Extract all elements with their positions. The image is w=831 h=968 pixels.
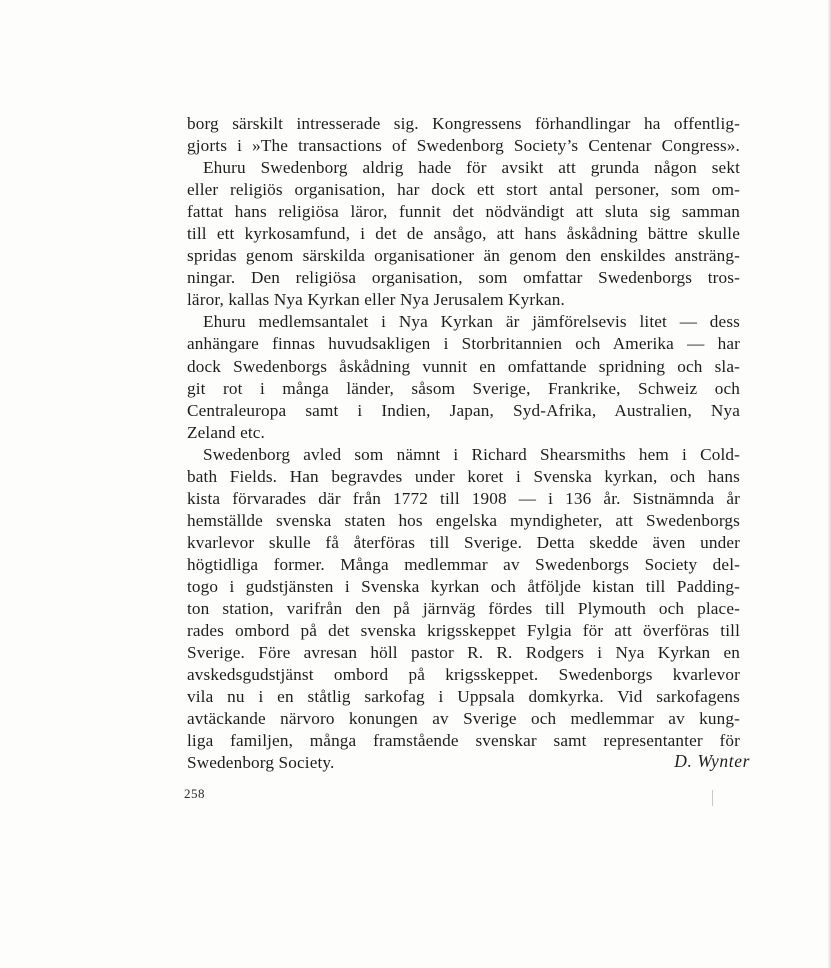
text-line: gjorts i »The transactions of Swedenborg Society’s Centenar Congress». [187,136,740,156]
text-line: Centraleuropa samt i Indien, Japan, Syd-Afrika, Australien, Nya [187,400,740,420]
text-line: rades ombord på det svenska krigsskeppet Fylgia för att överföras till [187,621,740,641]
text-line: liga familjen, många framstående svenskar samt representanter för [187,731,740,751]
text-line: högtidliga former. Många medlemmar av Swedenborgs Society del- [187,554,740,574]
text-line: git rot i många länder, såsom Sverige, Frankrike, Schweiz och [187,378,740,398]
text-line: dock Swedenborgs åskådning vunnit en omfattande spridning och sla- [187,356,740,376]
text-line: avtäckande närvoro konungen av Sverige och medlemmar av kung- [187,709,740,729]
text-line: Swedenborg Society. [187,753,335,773]
text-line: borg särskilt intresserade sig. Kongressens förhandlingar ha offentlig- [187,114,740,133]
text-line: anhängare finnas huvudsakligen i Storbritannien och Amerika — har [187,334,740,354]
text-line: hemställde svenska staten hos engelska myndigheter, att Swedenborgs [187,510,740,530]
text-line: bath Fields. Han begravdes under koret i Svenska kyrkan, och hans [187,466,740,486]
page-number: 258 [184,786,205,801]
paper-mark [712,790,713,806]
text-line: Ehuru medlemsantalet i Nya Kyrkan är jämförelsevis litet — dess [203,312,740,332]
text-line: Sverige. Före avresan höll pastor R. R. Rodgers i Nya Kyrkan en [187,643,740,663]
text-line: Zeland etc. [187,422,265,442]
body-text [187,113,740,774]
text-line: ton station, varifrån den på järnväg fördes till Plymouth och place- [187,599,740,619]
text-line: Ehuru Swedenborg aldrig hade för avsikt att grunda någon sekt [203,158,740,178]
text-line: togo i gudstjänsten i Svenska kyrkan och åtföljde kistan till Padding- [187,576,740,596]
author-signature: D. Wynter [674,751,750,771]
text-line: Swedenborg avled som nämnt i Richard Shearsmiths hem i Cold- [203,444,740,464]
text-line: kista förvarades där från 1772 till 1908 — i 136 år. Sistnämnda år [187,488,740,508]
text-line: fattat hans religiösa läror, funnit det nödvändigt att sluta sig samman [187,202,740,222]
text-line: avskedsgudstjänst ombord på krigsskeppet. Swedenborgs kvarlevor [187,665,740,685]
text-line: kvarlevor skulle få återföras till Sverige. Detta skedde även under [187,532,740,552]
text-line: till ett kyrkosamfund, i det de ansågo, att hans åskådning bättre skulle [187,224,740,244]
text-line: eller religiös organisation, har dock ett stort antal personer, som om- [187,180,740,200]
text-line: vila nu i en ståtlig sarkofag i Uppsala domkyrka. Vid sarkofagens [187,687,740,707]
text-line: spridas genom särskilda organisationer än genom den enskildes ansträng- [187,246,740,266]
text-line: ningar. Den religiösa organisation, som omfattar Swedenborgs tros- [187,268,740,288]
text-line: läror, kallas Nya Kyrkan eller Nya Jerusalem Kyrkan. [187,290,565,310]
